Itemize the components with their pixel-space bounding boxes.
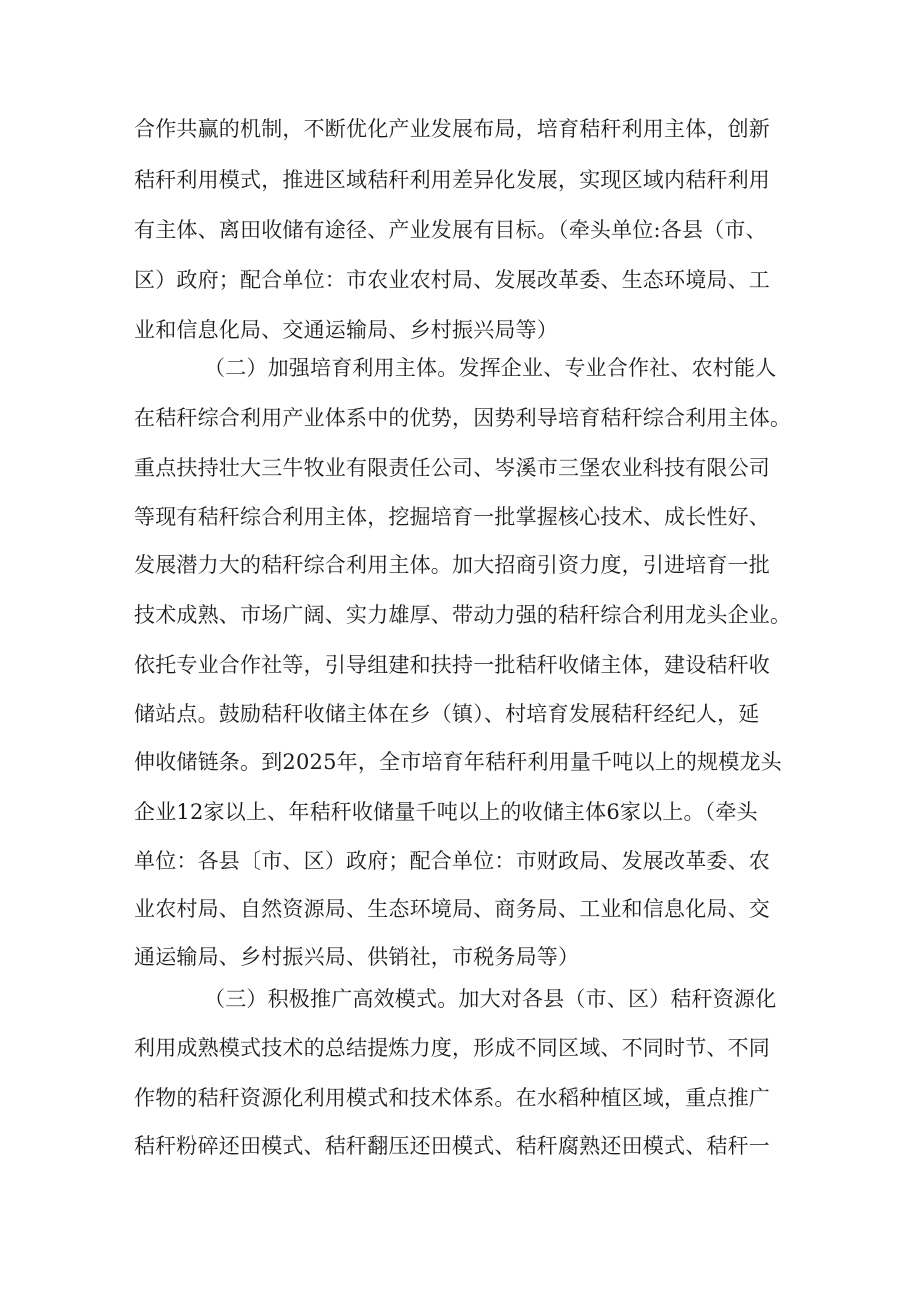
text-line: 伸收储链条。到2025年，全市培育年秸秆利用量千吨以上的规模龙头 <box>134 750 782 774</box>
paragraph-heading-2: （二）加强培育利用主体。发挥企业、专业合作社、农村能人 <box>204 356 777 380</box>
text-line: 在秸秆综合利用产业体系中的优势，因势利导培育秸秆综合利用主体。 <box>134 406 792 430</box>
text-line: 通运输局、乡村振兴局、供销社，市税务局等） <box>134 945 580 969</box>
text-line: 重点扶持壮大三牛牧业有限责任公司、岑溪市三堡农业科技有限公司 <box>134 456 770 480</box>
text-line: 企业12家以上、年秸秆收储量千吨以上的收储主体6家以上。（牵头 <box>134 800 758 824</box>
text-line: 等现有秸秆综合利用主体，挖掘培育一批掌握核心技术、成长性好、 <box>134 505 770 529</box>
text-line: 业和信息化局、交通运输局、乡村振兴局等） <box>134 318 558 342</box>
text-line: 单位：各县〔市、区）政府；配合单位：市财政局、发展改革委、农 <box>134 849 770 873</box>
text-line: 储站点。鼓励秸秆收储主体在乡（镇）、村培育发展秸秆经纪人，延 <box>134 702 760 726</box>
text-line: 依托专业合作社等，引导组建和扶持一批秸秆收储主体，建设秸秆收 <box>134 653 770 677</box>
text-line: 有主体、离田收储有途径、产业发展有目标。（牵头单位:各县（市、 <box>134 218 767 242</box>
text-line: 利用成熟模式技术的总结提炼力度，形成不同区域、不同时节、不同 <box>134 1036 770 1060</box>
text-line: 业农村局、自然资源局、生态环境局、商务局、工业和信息化局、交 <box>134 897 770 921</box>
paragraph-heading-3: （三）积极推广高效模式。加大对各县（市、区）秸秆资源化 <box>204 987 777 1011</box>
text-line: 区）政府；配合单位：市农业农村局、发展改革委、生态环境局、工 <box>134 268 770 292</box>
text-line: 秸秆利用模式，推进区域秸秆利用差异化发展，实现区域内秸秆利用 <box>134 168 770 192</box>
text-line: 技术成熟、市场广阔、实力雄厚、带动力强的秸秆综合利用龙头企业。 <box>134 603 792 627</box>
text-line: 秸秆粉碎还田模式、秸秆翻压还田模式、秸秆腐熟还田模式、秸秆一 <box>134 1134 770 1158</box>
text-line: 发展潜力大的秸秆综合利用主体。加大招商引资力度，引进培育一批 <box>134 553 770 577</box>
text-line: 作物的秸秆资源化利用模式和技术体系。在水稻种植区域，重点推广 <box>134 1086 770 1110</box>
text-line: 合作共赢的机制，不断优化产业发展布局，培育秸秆利用主体，创新 <box>134 117 770 141</box>
